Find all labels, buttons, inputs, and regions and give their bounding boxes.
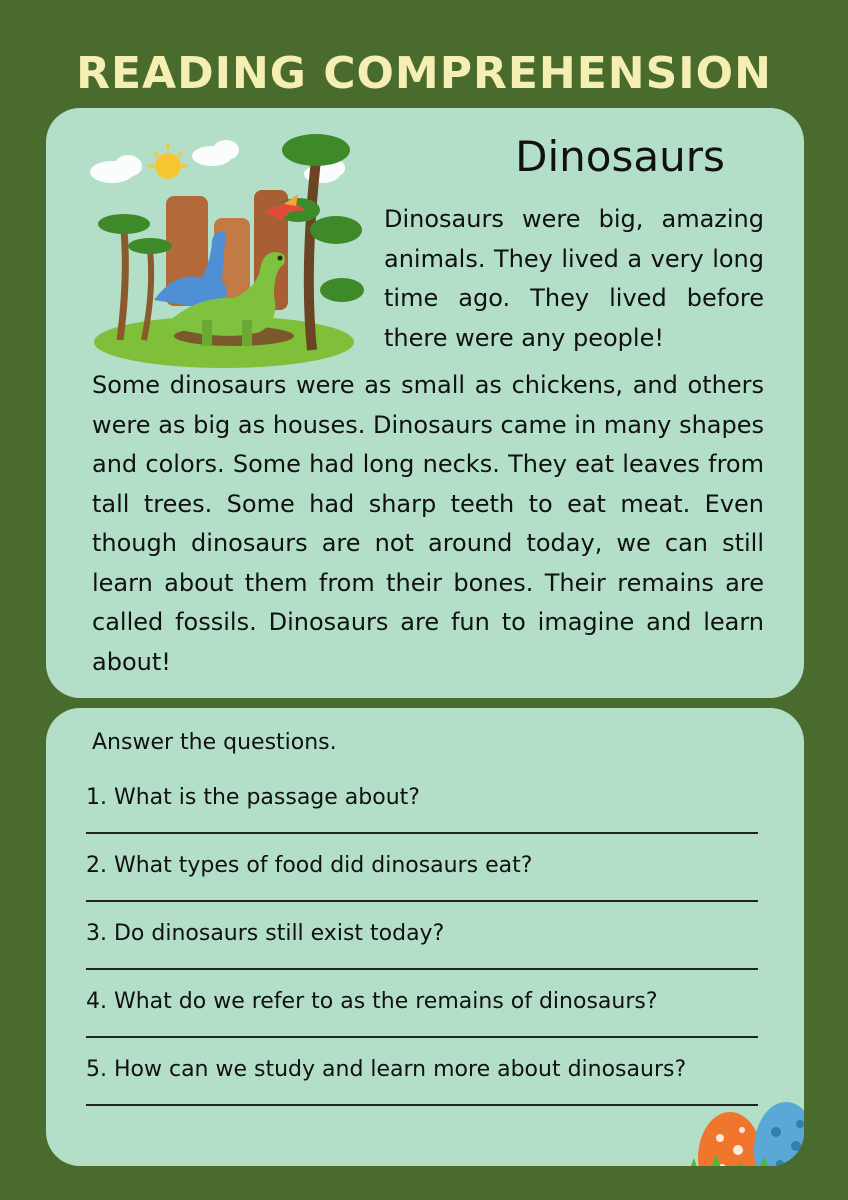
question-1 bbox=[86, 784, 776, 852]
story-title: Dinosaurs bbox=[515, 132, 725, 181]
answer-line[interactable] bbox=[86, 900, 758, 902]
question-3 bbox=[86, 920, 776, 988]
story-body: Some dinosaurs were as small as chickens, and others were as big as houses. Dinosaurs came in many shapes and colors. Some had long necks. They eat leaves from tall trees. Some had sharp teeth to eat meat. Even though dinosaurs are not around today, we can still learn about them from their bones. Their remains are called fossils. Dinosaurs are fun to imagine and learn about! bbox=[92, 371, 764, 676]
question-text: 3. Do dinosaurs still exist today? bbox=[86, 921, 445, 946]
answer-line[interactable] bbox=[86, 832, 758, 834]
instruction-text: Answer the questions. bbox=[92, 730, 337, 755]
answer-line[interactable] bbox=[86, 1104, 758, 1106]
page-title: READING COMPREHENSION bbox=[76, 48, 772, 99]
question-text: 2. What types of food did dinosaurs eat? bbox=[86, 853, 533, 878]
question-2 bbox=[86, 852, 776, 920]
answer-line[interactable] bbox=[86, 1036, 758, 1038]
question-5 bbox=[86, 1056, 776, 1124]
story-panel bbox=[46, 108, 804, 698]
question-4 bbox=[86, 988, 776, 1056]
questions-panel bbox=[46, 708, 804, 1166]
dinosaur-eggs-icon bbox=[682, 1088, 804, 1166]
question-list bbox=[86, 784, 776, 1124]
answer-line[interactable] bbox=[86, 968, 758, 970]
question-text: 1. What is the passage about? bbox=[86, 785, 420, 810]
story-intro: Dinosaurs were big, amazing animals. They lived a very long time ago. They lived before there were any people! bbox=[384, 205, 764, 352]
question-text: 5. How can we study and learn more about dinosaurs? bbox=[86, 1057, 687, 1082]
question-text: 4. What do we refer to as the remains of dinosaurs? bbox=[86, 989, 658, 1014]
dinosaur-illustration bbox=[84, 120, 364, 370]
